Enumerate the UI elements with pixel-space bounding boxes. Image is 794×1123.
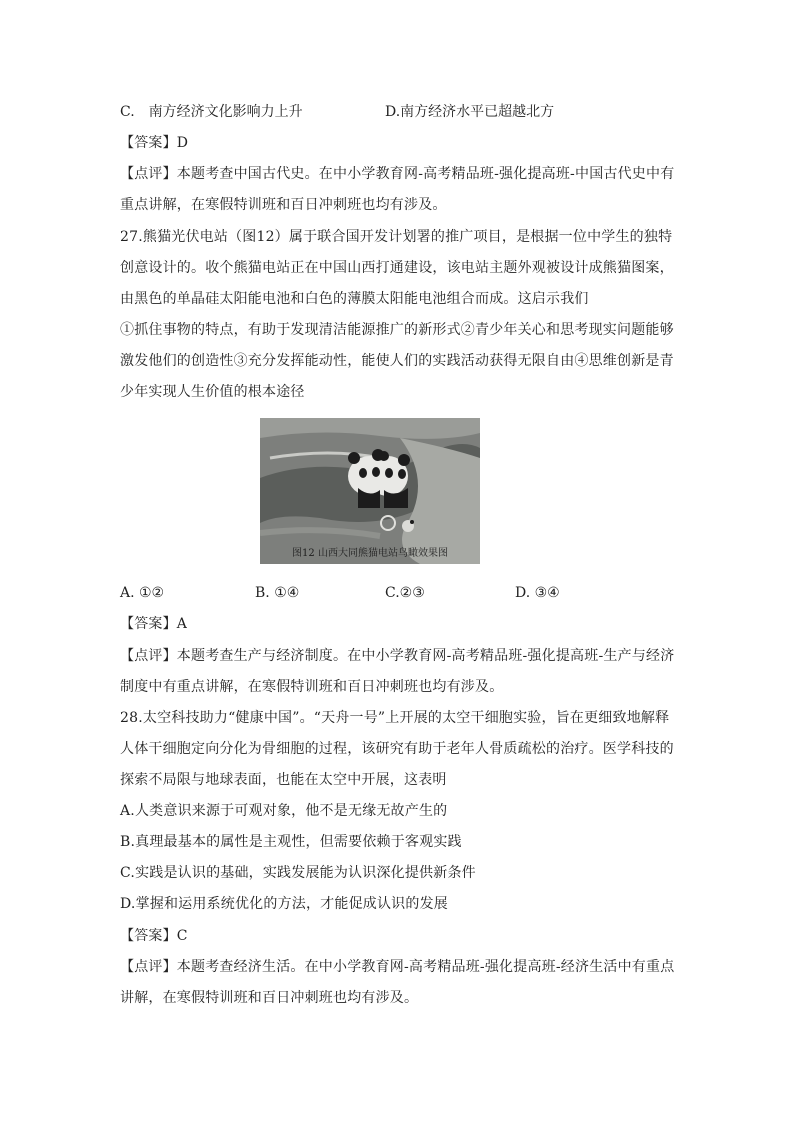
option-c: C.②③ [385, 585, 425, 601]
question-stem: 探索不局限与地球表面，也能在太空中开展，这表明 [120, 772, 447, 788]
question-stem: 人体干细胞定向分化为骨细胞的过程，该研究有助于老年人骨质疏松的治疗。医学科技的 [120, 741, 674, 757]
option-d: D.南方经济水平已超越北方 [385, 104, 555, 120]
figure-caption: 图12 山西大同熊猫电站鸟瞰效果图 [292, 548, 448, 559]
aerial-view-image [260, 418, 480, 564]
comment-line: 讲解，在寒假特训班和百日冲刺班也均有涉及。 [120, 990, 419, 1006]
option-d: D. ③④ [515, 585, 560, 601]
option-a: A.人类意识来源于可观对象，他不是无缘无故产生的 [120, 803, 448, 819]
comment-line: 制度中有重点讲解，在寒假特训班和百日冲刺班也均有涉及。 [120, 679, 504, 695]
answer: 【答案】A [120, 616, 188, 632]
comment-line: 【点评】本题考查生产与经济制度。在中小学教育网-高考精品班-强化提高班-生产与经济 [120, 648, 675, 664]
comment-line: 【点评】本题考查中国古代史。在中小学教育网-高考精品班-强化提高班-中国古代史中有 [120, 166, 675, 182]
answer: 【答案】D [120, 135, 189, 151]
comment-line: 【点评】本题考查经济生活。在中小学教育网-高考精品班-强化提高班-经济生活中有重点 [120, 959, 675, 975]
option-d: D.掌握和运用系统优化的方法，才能促成认识的发展 [120, 896, 448, 912]
question-stem: 27.熊猫光伏电站（图12）属于联合国开发计划署的推广项目，是根据一位中学生的独特 [120, 229, 673, 245]
question-stem: 28.太空科技助力“健康中国”。“天舟一号”上开展的太空干细胞实验，旨在更细致地解释 [120, 710, 670, 726]
question-stem: 创意设计的。收个熊猫电站正在中国山西打通建设，该电站主题外观被设计成熊猫图案， [120, 260, 674, 276]
question-stem: 激发他们的创造性③充分发挥能动性，能使人们的实践活动获得无限自由④思维创新是青 [120, 353, 674, 369]
question-stem: 由黑色的单晶硅太阳能电池和白色的薄膜太阳能电池组合而成。这启示我们 [120, 291, 589, 307]
option-a: A. ①② [120, 585, 165, 601]
option-c: C. 南方经济文化影响力上升 [120, 104, 303, 120]
comment-line: 重点讲解，在寒假特训班和百日冲刺班也均有涉及。 [120, 197, 447, 213]
question-stem: ①抓住事物的特点，有助于发现清洁能源推广的新形式②青少年关心和思考现实问题能够 [120, 322, 674, 338]
option-b: B. ①④ [255, 585, 300, 601]
option-b: B.真理最基本的属性是主观性，但需要依赖于客观实践 [120, 834, 462, 850]
question-stem: 少年实现人生价值的根本途径 [120, 384, 305, 400]
panda-power-station-photo [260, 418, 480, 564]
option-c: C.实践是认识的基础，实践发展能为认识深化提供新条件 [120, 865, 476, 881]
answer: 【答案】C [120, 928, 188, 944]
